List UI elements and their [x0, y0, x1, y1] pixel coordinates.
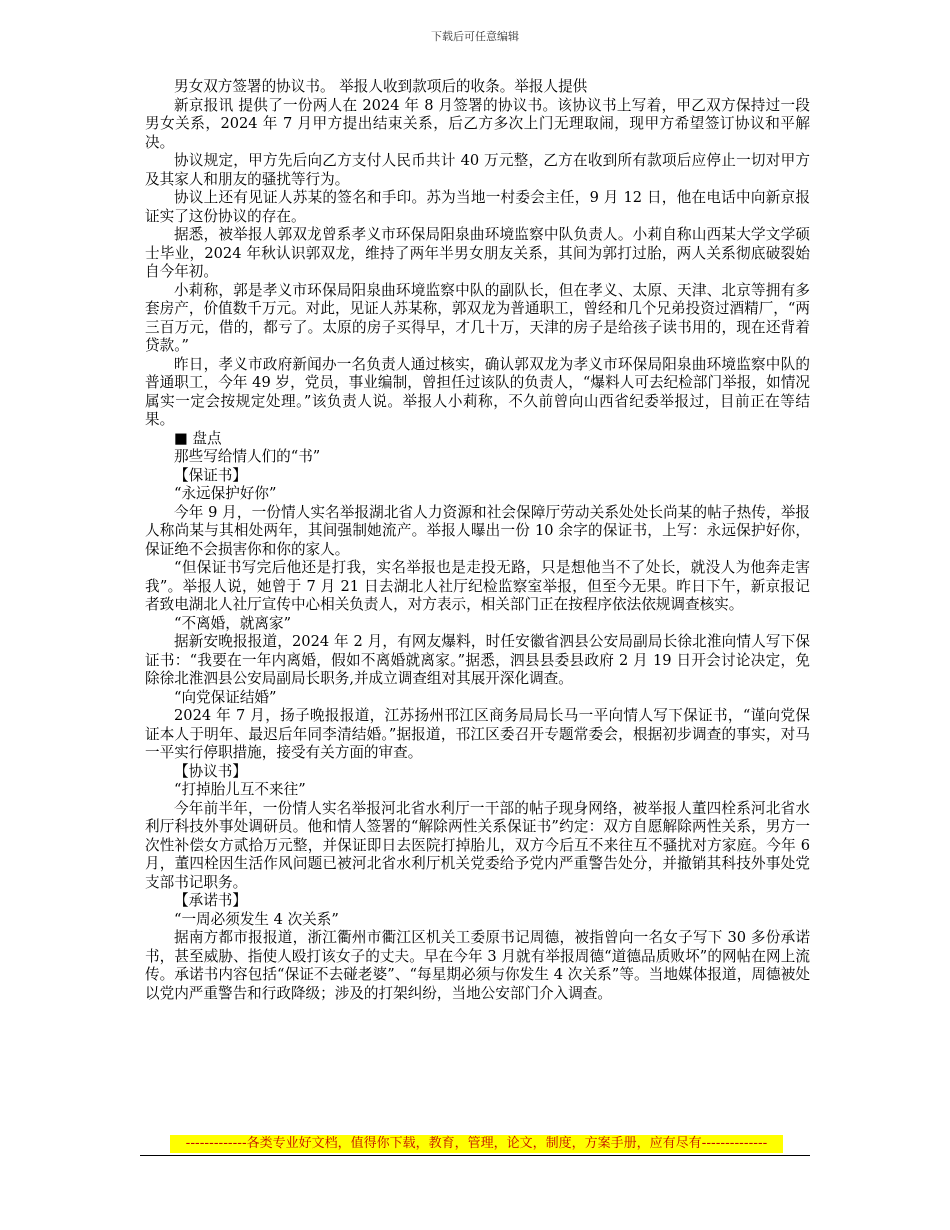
section-title: 那些写给情人们的“书”	[174, 448, 321, 465]
subsection-heading: 【协议书】	[174, 762, 247, 780]
paragraph: 协议规定，甲方先后向乙方支付人民币共计 40 万元整，乙方在收到所有款项后应停止一切对甲方及其家人和朋友的骚扰等行为。	[145, 152, 810, 188]
quote-heading: “打掉胎儿互不来往”	[174, 781, 306, 798]
paragraph: 2024 年 7 月，扬子晚报报道，江苏扬州邗江区商务局局长马一平向情人写下保证书，“谨向党保证本人于明年、最迟后年同李清结婚。”据报道，邗江区委召开专题常委会，根据初步调查的事实，对马一平实行停职措施，接受有关方面的审查。	[145, 707, 810, 761]
subsection-heading: 【保证书】	[174, 466, 247, 484]
footer-banner: -------------各类专业好文档，值得你下载，教育，管理，论文，制度，方案手册，应有尽有--------------	[170, 1135, 783, 1153]
paragraph: 男女双方签署的协议书。 举报人收到款项后的收条。举报人提供	[174, 78, 588, 95]
document-body	[145, 78, 810, 1003]
paragraph: “但保证书写完后他还是打我，实名举报也是走投无路，只是想他当不了处长，就没人为他奔走害我”。举报人说，她曾于 7 月 21 日去湖北人社厅纪检监察室举报，但至今无果。昨日下午，新京报记者致电湖北人社厅宣传中心相关负责人，对方表示，相关部门正在按程序依法依规调查核实。	[145, 559, 810, 613]
paragraph: 协议上还有见证人苏某的签名和手印。苏为当地一村委会主任，9 月 12 日，他在电话中向新京报证实了这份协议的存在。	[145, 189, 810, 225]
paragraph: 新京报讯 提供了一份两人在 2024 年 8 月签署的协议书。该协议书上写着，甲乙双方保持过一段男女关系，2024 年 7 月甲方提出结束关系，后乙方多次上门无理取闹，现甲方希望签订协议和平解决。	[145, 96, 810, 151]
paragraph: 据悉，被举报人郭双龙曾系孝义市环保局阳泉曲环境监察中队负责人。小莉自称山西某大学文学硕士毕业，2024 年秋认识郭双龙，维持了两年半男女朋友关系，其间为郭打过胎，两人关系彻底破裂始自今年初。	[145, 226, 810, 280]
quote-heading: “不离婚，就离家”	[174, 614, 292, 632]
quote-heading: “永远保护好你”	[174, 485, 277, 502]
paragraph: 小莉称，郭是孝义市环保局阳泉曲环境监察中队的副队长，但在孝义、太原、天津、北京等拥有多套房产，价值数千万元。对此，见证人苏某称，郭双龙为普通职工，曾经和几个兄弟投资过酒精厂，“两三百万元，借的，都亏了。太原的房子买得早，才几十万，天津的房子是给孩子读书用的，现在还背着贷款。”	[145, 281, 810, 354]
paragraph: 昨日，孝义市政府新闻办一名负责人通过核实，确认郭双龙为孝义市环保局阳泉曲环境监察中队的普通职工，今年 49 岁，党员，事业编制，曾担任过该队的负责人，“爆料人可去纪检部门举报，如情况属实一定会按规定处理。”该负责人说。举报人小莉称，不久前曾向山西省纪委举报过，目前正在等结果。	[145, 355, 810, 428]
paragraph: 今年前半年，一份情人实名举报河北省水利厅一干部的帖子现身网络，被举报人董四栓系河北省水利厅科技外事处调研员。他和情人签署的“解除两性关系保证书”约定：双方自愿解除两性关系，男方一次性补偿女方贰拾万元整，并保证即日去医院打掉胎儿，双方今后互不来往互不骚扰对方家庭。今年 6 月，董四栓因生活作风问题已被河北省水利厅机关党委给予党内严重警告处分，并撤销其科技外事处党支部书记职务。	[145, 799, 810, 891]
paragraph: 今年 9 月，一份情人实名举报湖北省人力资源和社会保障厅劳动关系处处长尚某的帖子热传，举报人称尚某与其相处两年，其间强制她流产。举报人曝出一份 10 余字的保证书，上写：永远保护好你，保证绝不会损害你和你的家人。	[145, 503, 810, 558]
paragraph: 据新安晚报报道，2024 年 2 月，有网友爆料，时任安徽省泗县公安局副局长徐北淮向情人写下保证书：“我要在一年内离婚，假如不离婚就离家。”据悉，泗县县委县政府 2 月 19 日开会讨论决定，免除徐北淮泗县公安局副局长职务,并成立调查组对其展开深化调查。	[145, 633, 810, 687]
quote-heading: “一周必须发生 4 次关系”	[174, 910, 339, 928]
paragraph: 据南方都市报报道，浙江衢州市衢江区机关工委原书记周德，被指曾向一名女子写下 30 多份承诺书，甚至威胁、指使人殴打该女子的丈夫。早在今年 3 月就有举报周德“道德品质败坏”的网帖在网上流传。承诺书内容包括“保证不去碰老婆”、“每星期必须与你发生 4 次关系”等。当地媒体报道，周德被处以党内严重警告和行政降级；涉及的打架纠纷，当地公安部门介入调查。	[145, 929, 810, 1002]
subsection-heading: 【承诺书】	[174, 892, 247, 909]
quote-heading: “向党保证结婚”	[174, 688, 277, 706]
page-header: 下载后可任意编辑	[431, 30, 519, 43]
section-marker: ■ 盘点	[174, 429, 222, 447]
footer-divider	[140, 1155, 810, 1156]
